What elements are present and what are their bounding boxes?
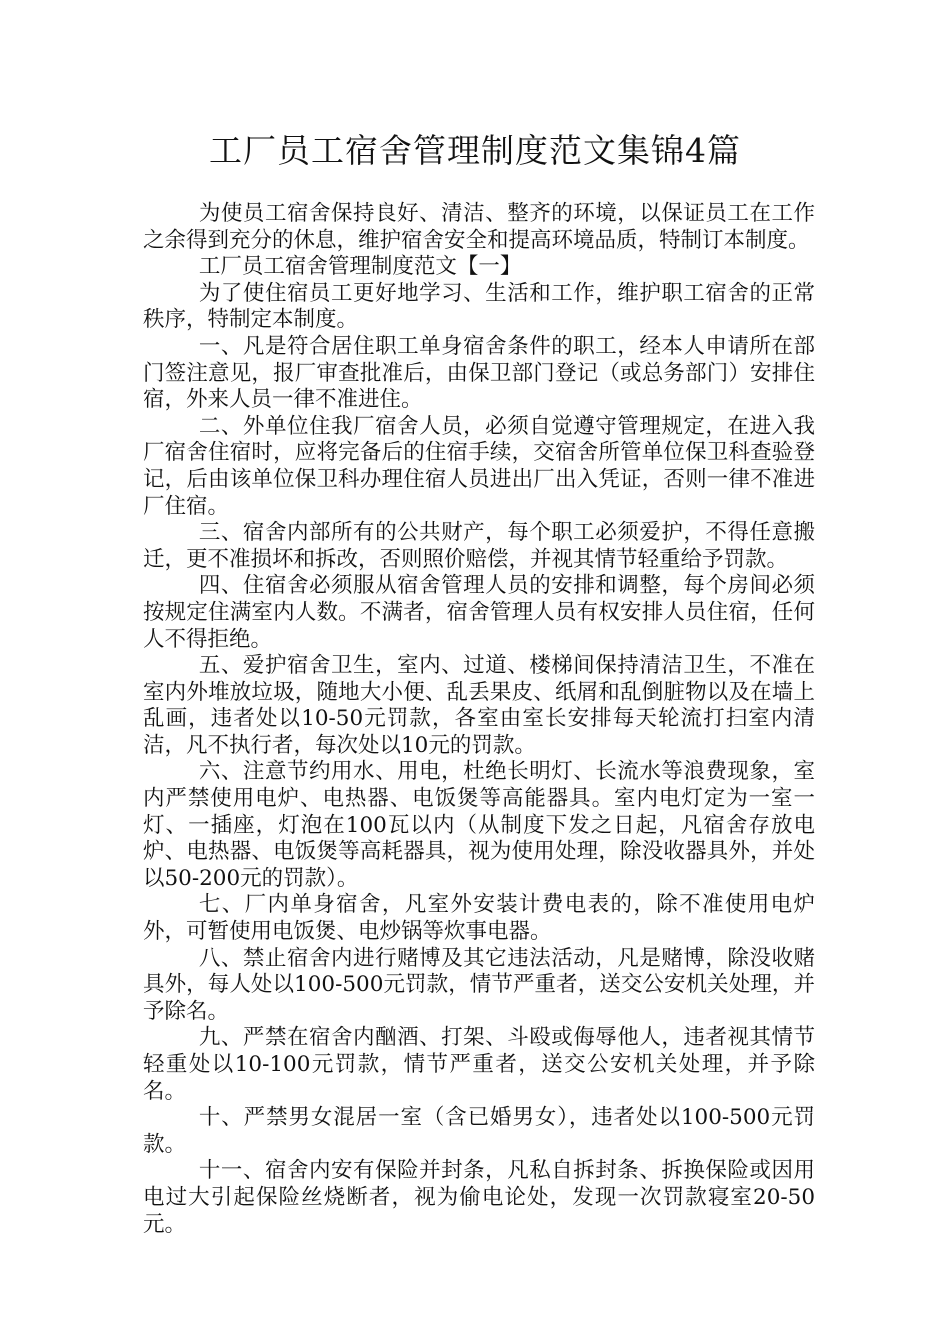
intro-paragraph: 为使员工宿舍保持良好、清洁、整齐的环境，以保证员工在工作之余得到充分的休息，维护宿舍安全和提高环境品质，特制订本制度。 xyxy=(143,201,815,253)
rule-paragraph-3: 三、宿舍内部所有的公共财产，每个职工必须爱护，不得任意搬迁，更不准损坏和拆改，否则照价赔偿，并视其情节轻重给予罚款。 xyxy=(143,520,815,572)
document-title: 工厂员工宿舍管理制度范文集锦4篇 xyxy=(209,131,741,170)
rule-paragraph-2: 二、外单位住我厂宿舍人员，必须自觉遵守管理规定，在进入我厂宿舍住宿时，应将完备后的住宿手续，交宿舍所管单位保卫科查验登记，后由该单位保卫科办理住宿人员进出厂出入凭证，否则一律不准进厂住宿。 xyxy=(143,413,815,519)
section-heading: 工厂员工宿舍管理制度范文【一】 xyxy=(198,254,522,280)
document-body xyxy=(143,201,815,1238)
rule-paragraph-5: 五、爱护宿舍卫生，室内、过道、楼梯间保持清洁卫生，不准在室内外堆放垃圾，随地大小便、乱丢果皮、纸屑和乱倒脏物以及在墙上乱画，违者处以10-50元罚款，各室由室长安排每天轮流打扫室内清洁，凡不执行者，每次处以10元的罚款。 xyxy=(143,653,815,758)
rule-paragraph-4: 四、住宿舍必须服从宿舍管理人员的安排和调整，每个房间必须按规定住满室内人数。不满者，宿舍管理人员有权安排人员住宿，任何人不得拒绝。 xyxy=(143,573,815,652)
rule-paragraph-6: 六、注意节约用水、用电，杜绝长明灯、长流水等浪费现象，室内严禁使用电炉、电热器、电饭煲等高能器具。室内电灯定为一室一灯、一插座，灯泡在100瓦以内（从制度下发之日起，凡宿舍存放电炉、电热器、电饭煲等高耗器具，视为使用处理，除没收器具外，并处以50-200元的罚款）。 xyxy=(143,759,815,891)
rule-paragraph-8: 八、禁止宿舍内进行赌博及其它违法活动，凡是赌博，除没收赌具外，每人处以100-500元罚款，情节严重者，送交公安机关处理，并予除名。 xyxy=(143,945,815,1024)
rule-paragraph-9: 九、严禁在宿舍内酗酒、打架、斗殴或侮辱他人，违者视其情节轻重处以10-100元罚款，情节严重者，送交公安机关处理，并予除名。 xyxy=(143,1025,815,1104)
rule-paragraph-10: 十、严禁男女混居一室（含已婚男女），违者处以100-500元罚款。 xyxy=(143,1105,815,1157)
rule-paragraph-1: 一、凡是符合居住职工单身宿舍条件的职工，经本人申请所在部门签注意见，报厂审查批准后，由保卫部门登记（或总务部门）安排住宿，外来人员一律不准进住。 xyxy=(143,333,815,413)
section-intro-paragraph: 为了使住宿员工更好地学习、生活和工作，维护职工宿舍的正常秩序，特制定本制度。 xyxy=(143,280,815,333)
rule-paragraph-11: 十一、宿舍内安有保险并封条，凡私自拆封条、拆换保险或因用电过大引起保险丝烧断者，视为偷电论处，发现一次罚款寝室20-50元。 xyxy=(143,1158,815,1237)
rule-paragraph-7: 七、厂内单身宿舍，凡室外安装计费电表的，除不准使用电炉外，可暂使用电饭煲、电炒锅等炊事电器。 xyxy=(143,892,815,945)
